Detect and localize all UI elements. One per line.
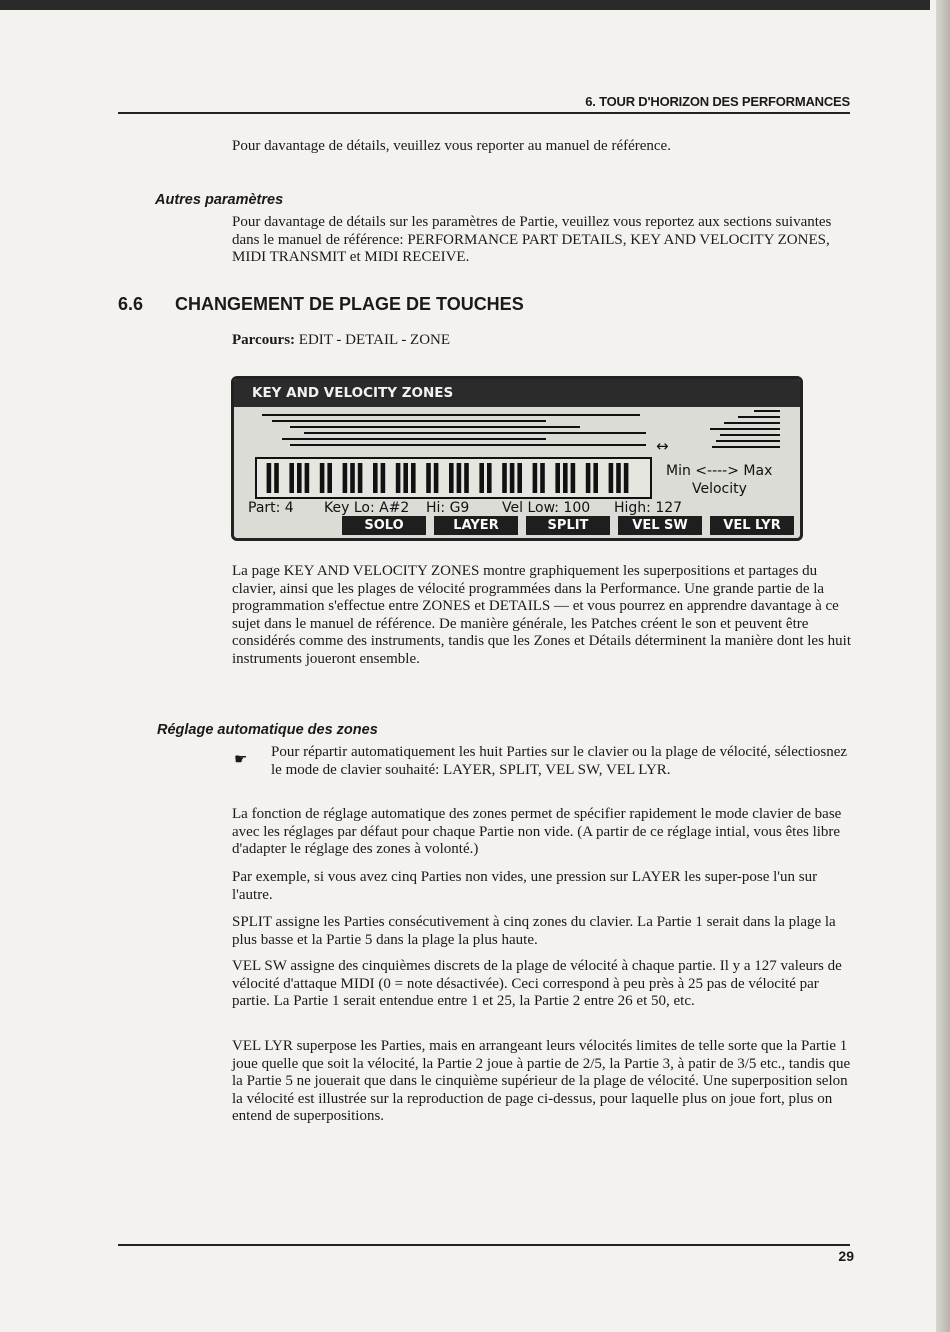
lcd-title: KEY AND VELOCITY ZONES	[234, 379, 800, 407]
black-key	[426, 463, 431, 493]
black-key	[411, 463, 416, 493]
black-key	[297, 463, 302, 493]
description-paragraph: La page KEY AND VELOCITY ZONES montre graphiquement les superpositions et partages du clavier, ainsi que les plages de vélocité programmées dans la Performance. Une grande partie de la programmation s'effectue entre ZONES et DETAILS — et vous pourrez en apprendre davantage à ce sujet dans le manuel de référence. De manière générale, les Patches créent le son et peuvent être considérés comme des instruments, tandis que les Zones et Détails déterminent la manière dont les huit instruments joueront ensemble.	[232, 563, 852, 667]
tab-solo[interactable]: SOLO	[342, 516, 426, 535]
black-key	[457, 463, 462, 493]
black-key	[540, 463, 545, 493]
tab-vel-sw[interactable]: VEL SW	[618, 516, 702, 535]
arrow-icon: ↔	[656, 437, 669, 455]
section-title: CHANGEMENT DE PLAGE DE TOUCHES	[175, 294, 524, 314]
black-key	[555, 463, 560, 493]
velocity-range: Min <----> Max	[666, 463, 773, 479]
lcd-screen	[231, 376, 803, 541]
black-key	[510, 463, 515, 493]
black-key	[373, 463, 378, 493]
reglage-paragraph-1: La fonction de réglage automatique des zones permet de spécifier rapidement le mode clavier de base avec les réglages par défaut pour chaque Partie non vide. (A partir de ce réglage intial, vous êtes libre d'adapter le réglage des zones à volonté.)	[232, 806, 842, 858]
header-rule	[118, 112, 850, 114]
black-key	[487, 463, 492, 493]
path-label: Parcours:	[232, 332, 296, 348]
black-key	[593, 463, 598, 493]
autres-heading: Autres paramètres	[155, 192, 284, 208]
part-readout: Part: 4	[248, 500, 294, 516]
navigation-path	[232, 332, 450, 349]
tab-vel-lyr[interactable]: VEL LYR	[710, 516, 794, 535]
key-lo-readout: Key Lo: A#2	[324, 500, 410, 516]
reglage-paragraph-5: VEL LYR superpose les Parties, mais en arrangeant leurs vélocités limites de telle sorte que la Partie 1 joue quelle que soit la vélocité, la Partie 2 joue à partie de 2/5, la Partie 3, à patir de 3/5 etc., tandis que la Partie 5 ne jouerait que dans le cinquième supérieur de la plage de vélocité. Une superposition selon la vélocité est illustrée sur la reproduction de page ci-dessus, pour laquelle plus on joue fort, plus on entend de superpositions.	[232, 1038, 851, 1125]
black-key	[320, 463, 325, 493]
black-key	[624, 463, 629, 493]
black-key	[563, 463, 568, 493]
black-key	[586, 463, 591, 493]
black-key	[403, 463, 408, 493]
black-key	[517, 463, 522, 493]
autres-paragraph: Pour davantage de détails sur les paramètres de Partie, veuillez vous reportez aux sections suivantes dans le manuel de référence: PERFORMANCE PART DETAILS, KEY AND VELOCITY ZONES, MIDI TRANSMIT et MIDI RECEIVE.	[232, 214, 832, 266]
velocity-label: Velocity	[692, 481, 747, 497]
tab-layer[interactable]: LAYER	[434, 516, 518, 535]
path-value: EDIT - DETAIL - ZONE	[298, 332, 451, 348]
black-key	[434, 463, 439, 493]
section-number: 6.6	[118, 294, 144, 314]
vel-low-readout: Vel Low: 100	[502, 500, 591, 516]
black-key	[479, 463, 484, 493]
page-number: 29	[838, 1248, 854, 1264]
reglage-heading: Réglage automatique des zones	[157, 722, 378, 738]
reglage-paragraph-4: VEL SW assigne des cinquièmes discrets de la plage de vélocité à chaque partie. Il y a 127 valeurs de vélocité d'attaque MIDI (0 = note désactivée). Ceci correspond à peu près à 25 pas de vélocité par partie. La Partie 1 serait entendue entre 1 et 25, la Partie 2 entre 26 et 50, etc.	[232, 958, 842, 1010]
black-key	[381, 463, 386, 493]
reglage-paragraph-3: SPLIT assigne les Parties consécutivement à cinq zones du clavier. La Partie 1 serait dans la plage la plus basse et la Partie 5 dans la plage la plus haute.	[232, 914, 836, 948]
black-key	[305, 463, 310, 493]
black-key	[289, 463, 294, 493]
black-key	[616, 463, 621, 493]
black-key	[502, 463, 507, 493]
footer-rule	[118, 1244, 850, 1246]
pointing-hand-icon: ☛	[234, 752, 248, 768]
black-key	[464, 463, 469, 493]
bullet-text: Pour répartir automatiquement les huit Parties sur le clavier ou la plage de vélocité, sélectiosnez le mode de clavier souhaité: LAYER, SPLIT, VEL SW, VEL LYR.	[271, 744, 848, 778]
black-key	[343, 463, 348, 493]
scan-top-edge	[0, 0, 930, 10]
black-key	[350, 463, 355, 493]
tab-split[interactable]: SPLIT	[526, 516, 610, 535]
black-key	[358, 463, 363, 493]
key-hi-readout: Hi: G9	[426, 500, 470, 516]
reglage-paragraph-2: Par exemple, si vous avez cinq Parties non vides, une pression sur LAYER les super-pose l'un sur l'autre.	[232, 869, 818, 903]
scan-right-edge	[936, 0, 950, 1332]
black-key	[274, 463, 279, 493]
black-key	[449, 463, 454, 493]
black-key	[327, 463, 332, 493]
lcd-tab-row	[242, 516, 798, 536]
black-key	[396, 463, 401, 493]
black-key	[267, 463, 272, 493]
black-key	[571, 463, 576, 493]
vel-high-readout: High: 127	[614, 500, 683, 516]
intro-paragraph: Pour davantage de détails, veuillez vous reporter au manuel de référence.	[232, 138, 671, 154]
black-key	[533, 463, 538, 493]
running-head: 6. TOUR D'HORIZON DES PERFORMANCES	[585, 94, 850, 109]
black-key	[609, 463, 614, 493]
